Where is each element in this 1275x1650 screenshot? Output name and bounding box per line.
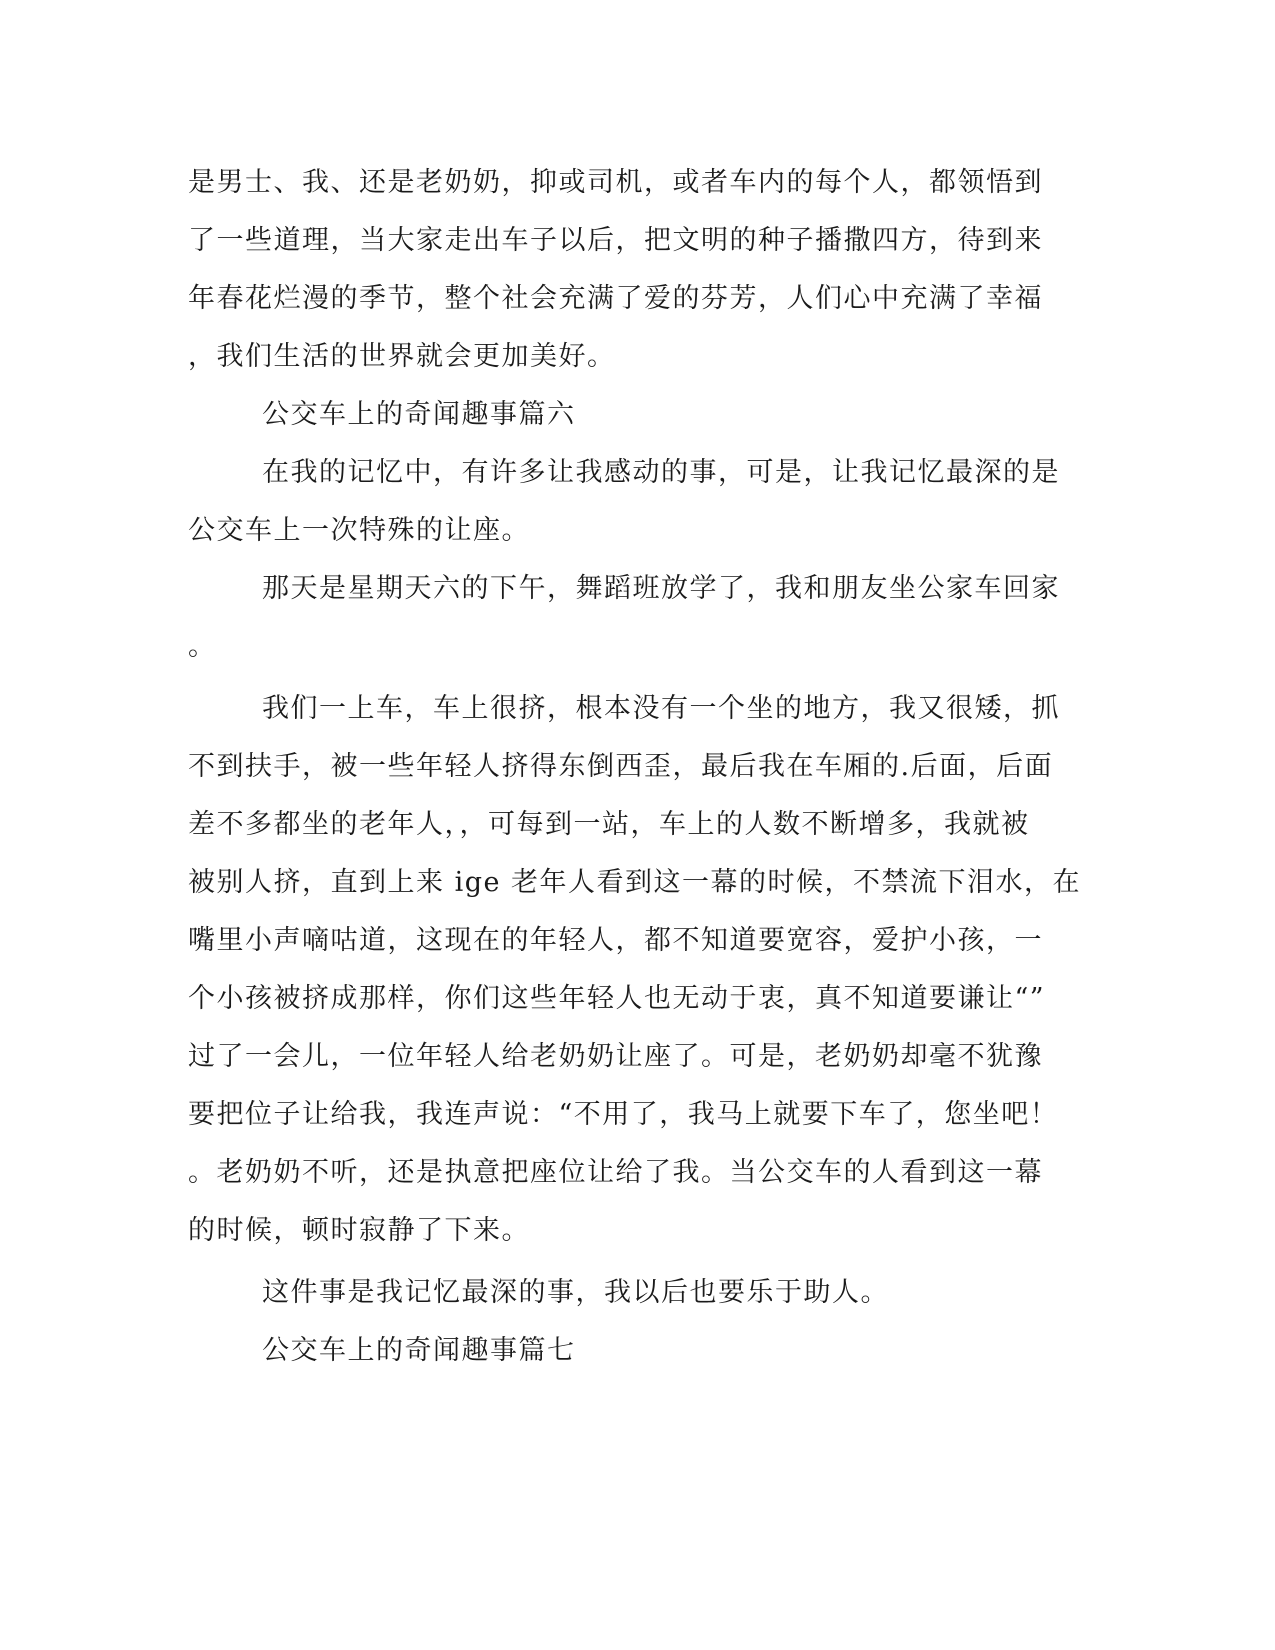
text-line: 是男士、我、还是老奶奶，抑或司机，或者车内的每个人，都领悟到 xyxy=(188,167,1043,198)
text-line: 个小孩被挤成那样，你们这些年轻人也无动于衷，真不知道要谦让“” xyxy=(188,983,1046,1014)
text-line: 过了一会儿，一位年轻人给老奶奶让座了。可是，老奶奶却毫不犹豫 xyxy=(188,1041,1043,1072)
text-line: ，我们生活的世界就会更加美好。 xyxy=(188,341,616,372)
text-line: 在我的记忆中，有许多让我感动的事，可是，让我记忆最深的是 xyxy=(262,457,1060,488)
text-line: 了一些道理，当大家走出车子以后，把文明的种子播撒四方，待到来 xyxy=(188,225,1043,256)
text-line: 公交车上一次特殊的让座。 xyxy=(188,515,530,546)
text-line: 的时候，顿时寂静了下来。 xyxy=(188,1215,530,1246)
text-line: 年春花烂漫的季节，整个社会充满了爱的芬芳，人们心中充满了幸福 xyxy=(188,283,1043,314)
text-line: 。 xyxy=(188,631,217,662)
text-line: 差不多都坐的老年人，，可每到一站，车上的人数不断增多，我就被 xyxy=(188,809,1030,840)
text-line: 嘴里小声嘀咕道，这现在的年轻人，都不知道要宽容，爱护小孩，一 xyxy=(188,925,1043,956)
section-heading: 公交车上的奇闻趣事篇七 xyxy=(262,1335,576,1366)
text-line: 这件事是我记忆最深的事，我以后也要乐于助人。 xyxy=(262,1277,889,1308)
text-line: 要把位子让给我，我连声说：“不用了，我马上就要下车了，您坐吧！ xyxy=(188,1099,1059,1130)
text-line: 被别人挤，直到上来 ige 老年人看到这一幕的时候，不禁流下泪水，在 xyxy=(188,867,1082,898)
text-line: 不到扶手，被一些年轻人挤得东倒西歪，最后我在车厢的.后面，后面 xyxy=(188,751,1054,782)
text-line: 我们一上车，车上很挤，根本没有一个坐的地方，我又很矮，抓 xyxy=(262,693,1060,724)
section-heading: 公交车上的奇闻趣事篇六 xyxy=(262,399,576,430)
text-line: 。老奶奶不听，还是执意把座位让给了我。当公交车的人看到这一幕 xyxy=(188,1157,1043,1188)
text-line: 那天是星期天六的下午，舞蹈班放学了，我和朋友坐公家车回家 xyxy=(262,573,1060,604)
